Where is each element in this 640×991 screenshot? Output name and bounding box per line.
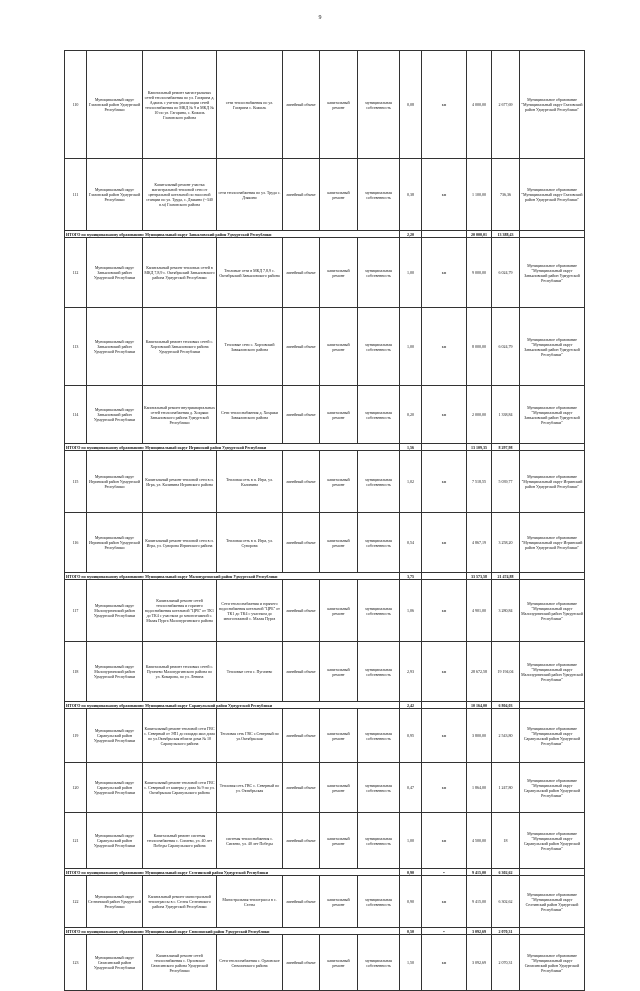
total-unit: •: [422, 928, 467, 935]
total-length: 2,20: [400, 231, 422, 238]
cell-unit: км: [422, 238, 467, 308]
cell-no: 110: [65, 51, 87, 159]
cell-length: 1,00: [400, 308, 422, 386]
cell-municipality: Муниципальный округ Малопургинский район Удмуртской Республики: [87, 580, 143, 642]
cell-owner: муниципальная собственность: [358, 580, 400, 642]
cell-unit: км: [422, 451, 467, 513]
total-length: 0,50: [400, 928, 422, 935]
cell-owner: муниципальная собственность: [358, 876, 400, 928]
cell-name: Капитальный ремонт магистральных сетей теплоснабжения по ул. Гагарина д. Адамль с учетом реализации сетей теплоснабжения по МКД № 9 и МКД № 10 по ул. Гагарина, с. Кожиль Глазовского района: [143, 51, 217, 159]
cell-total: 28 672,58: [467, 642, 492, 702]
cell-recipient: Муниципальное образование "Муниципальный округ Завьяловский район Удмуртской Республики": [520, 308, 585, 386]
cell-no: 123: [65, 935, 87, 991]
total-empty-cell: [520, 928, 585, 935]
cell-length: 0,54: [400, 513, 422, 573]
cell-object: Тепловые сети с. Пугачево: [217, 642, 283, 702]
cell-total: 9 000,00: [467, 238, 492, 308]
cell-municipality: Муниципальный округ Сарапульский район Удмуртской Республики: [87, 709, 143, 763]
cell-recipient: Муниципальное образование "Муниципальный округ Сюмсинский район Удмуртской Республики": [520, 935, 585, 991]
cell-rb: 5 039,77: [492, 451, 520, 513]
total-length: 3,75: [400, 573, 422, 580]
total-row: [65, 231, 585, 238]
cell-recipient: Муниципальное образование "Муниципальный округ Глазовский район Удмуртской Республики": [520, 159, 585, 231]
total-label: ИТОГО по муниципальному образованию: Муниципальный округ Малопургинский район Удмуртской Республики: [65, 573, 400, 580]
cell-rb: 2 543,80: [492, 709, 520, 763]
cell-kind: линейный объект: [283, 763, 320, 813]
cell-municipality: Муниципальный округ Малопургинский район Удмуртской Республики: [87, 642, 143, 702]
cell-recipient: Муниципальное образование "Муниципальный округ Малопургинский район Удмуртской Республики": [520, 580, 585, 642]
cell-owner: муниципальная собственность: [358, 308, 400, 386]
cell-rb: 1 247,80: [492, 763, 520, 813]
total-row: [65, 573, 585, 580]
cell-object: Тепловая сеть ГВС с. Северный по ул. Октябрьская: [217, 763, 283, 813]
cell-length: 1,06: [400, 580, 422, 642]
cell-municipality: Муниципальный округ Завьяловский район Удмуртской Республики: [87, 386, 143, 444]
cell-rb: 1 338,84: [492, 386, 520, 444]
cell-recipient: Муниципальное образование "Муниципальный округ Глазовский район Удмуртской Республики": [520, 51, 585, 159]
cell-no: 120: [65, 763, 87, 813]
table-row: [65, 763, 585, 813]
total-label: ИТОГО по муниципальному образованию: Муниципальный округ Сюмсинский район Удмуртской Республики: [65, 928, 400, 935]
total-rb: 13 388,43: [492, 231, 520, 238]
cell-total: 2 000,00: [467, 386, 492, 444]
table-row: [65, 51, 585, 159]
table-row: [65, 580, 585, 642]
cell-name: Капитальный ремонт сетей теплоснабжения и горячего водоснабжения котельной "ЦРБ" от ТК1 до ТК4 с участком до многоэтажной с. Малая Пурга Малопургинского района: [143, 580, 217, 642]
cell-work: капитальный ремонт: [320, 51, 358, 159]
table-row: [65, 238, 585, 308]
total-unit: •: [422, 869, 467, 876]
cell-rb: 6 024,79: [492, 238, 520, 308]
cell-object: Тепловая сеть в п. Игра, ул. Калинина: [217, 451, 283, 513]
capital-repair-table: [64, 50, 585, 991]
cell-work: капитальный ремонт: [320, 642, 358, 702]
total-rb: 21 474,88: [492, 573, 520, 580]
cell-object: Сети теплоснабжения и горячего водоснабжения котельной "ЦРБ" от ТК1 до ТК4 с участком до многоэтажной с. Малая Пурга: [217, 580, 283, 642]
total-row: [65, 444, 585, 451]
cell-kind: линейный объект: [283, 580, 320, 642]
cell-name: Капитальный ремонт тепловой сети ГВС с. Северный от камеры у дома № 9 по ул. Октябрьская Сарапульского района: [143, 763, 217, 813]
table-row: [65, 876, 585, 928]
cell-object: Тепловая сеть ГВС с.Северный по ул.Октябрьская: [217, 709, 283, 763]
table-row: [65, 709, 585, 763]
cell-length: 0,95: [400, 709, 422, 763]
cell-unit: км: [422, 763, 467, 813]
cell-unit: км: [422, 813, 467, 869]
cell-object: Тепловая сеть в п. Игра, ул. Суворова: [217, 513, 283, 573]
cell-municipality: Муниципальный округ Глазовский район Удмуртской Республики: [87, 51, 143, 159]
cell-unit: км: [422, 876, 467, 928]
cell-municipality: Муниципальный округ Селтинский район Удмуртской Республики: [87, 876, 143, 928]
cell-kind: линейный объект: [283, 308, 320, 386]
cell-work: капитальный ремонт: [320, 386, 358, 444]
cell-municipality: Муниципальный округ Игринский район Удмуртской Республики: [87, 513, 143, 573]
cell-rb: 2 070,31: [492, 935, 520, 991]
cell-work: капитальный ремонт: [320, 876, 358, 928]
cell-total: 1 100,00: [467, 159, 492, 231]
total-length: 0,90: [400, 869, 422, 876]
cell-work: капитальный ремонт: [320, 709, 358, 763]
total-row: [65, 928, 585, 935]
total-rb: 2 070,31: [492, 928, 520, 935]
table-row: [65, 513, 585, 573]
cell-no: 121: [65, 813, 87, 869]
cell-rb: 18: [492, 813, 520, 869]
cell-work: капитальный ремонт: [320, 238, 358, 308]
cell-name: Капитальный ремонт тепловых сетей с. Хорзовский Завьяловского района Удмуртской Республики: [143, 308, 217, 386]
cell-name: Капитальный ремонт магистральной теплотрассы в с. Селты Селтинского района Удмуртской Республики: [143, 876, 217, 928]
cell-recipient: Муниципальное образование "Муниципальный округ Игринский район Удмуртской Республики": [520, 513, 585, 573]
total-empty-cell: [520, 869, 585, 876]
total-label: ИТОГО по муниципальному образованию: Муниципальный округ Завьяловский район Удмуртской Республики: [65, 231, 400, 238]
cell-object: сети теплоснабжения по ул. Гагарина с. Кожиль: [217, 51, 283, 159]
cell-kind: линейный объект: [283, 159, 320, 231]
cell-kind: линейный объект: [283, 935, 320, 991]
cell-rb: 2 677,69: [492, 51, 520, 159]
cell-rb: 736,36: [492, 159, 520, 231]
cell-name: Капитальный ремонт тепловой сети в п. Игра, ул. Калинина Игринского района: [143, 451, 217, 513]
cell-no: 112: [65, 238, 87, 308]
cell-kind: линейный объект: [283, 709, 320, 763]
cell-no: 114: [65, 386, 87, 444]
cell-municipality: Муниципальный округ Завьяловский район Удмуртской Республики: [87, 308, 143, 386]
total-rb: 8 297,98: [492, 444, 520, 451]
cell-length: 0,20: [400, 386, 422, 444]
total-length: 1,56: [400, 444, 422, 451]
cell-name: Капитальный ремонт участка магистральной тепловой сети от центральной котельной по насосной станции по ул. Труда, с. Дзякино (~340 п.м) Глазовского района: [143, 159, 217, 231]
cell-total: 3 092,69: [467, 935, 492, 991]
cell-object: Тепловые сети с. Хорзовский Завьяловского района: [217, 308, 283, 386]
cell-name: Капитальный ремонт системы теплоснабжения с. Сигаево, ул. 40 лет Победы Сарапульского района: [143, 813, 217, 869]
total-empty-cell: [520, 702, 585, 709]
cell-owner: муниципальная собственность: [358, 238, 400, 308]
cell-unit: км: [422, 935, 467, 991]
cell-work: капитальный ремонт: [320, 813, 358, 869]
cell-owner: муниципальная собственность: [358, 386, 400, 444]
cell-recipient: Муниципальное образование "Муниципальный округ Завьяловский район Удмуртской Республики": [520, 238, 585, 308]
cell-kind: линейный объект: [283, 386, 320, 444]
total-total: 13 109,35: [467, 444, 492, 451]
cell-work: капитальный ремонт: [320, 580, 358, 642]
total-empty-cell: [520, 444, 585, 451]
cell-rb: 3 280,84: [492, 580, 520, 642]
cell-rb: 3 258,20: [492, 513, 520, 573]
table-row: [65, 451, 585, 513]
total-label: ИТОГО по муниципальному образованию: Муниципальный округ Игринский район Удмуртской Республики: [65, 444, 400, 451]
cell-no: 111: [65, 159, 87, 231]
cell-unit: км: [422, 159, 467, 231]
cell-name: Капитальный ремонт сетей теплоснабжения с. Орловское Сюмсинского района Удмуртской Республики: [143, 935, 217, 991]
table-row: [65, 386, 585, 444]
cell-unit: км: [422, 51, 467, 159]
cell-no: 119: [65, 709, 87, 763]
cell-kind: линейный объект: [283, 238, 320, 308]
cell-total: 7 518,55: [467, 451, 492, 513]
cell-no: 117: [65, 580, 87, 642]
cell-length: 1,00: [400, 813, 422, 869]
total-unit: [422, 702, 467, 709]
cell-unit: км: [422, 386, 467, 444]
cell-work: капитальный ремонт: [320, 451, 358, 513]
cell-rb: 6 302,62: [492, 876, 520, 928]
table-row: [65, 935, 585, 991]
cell-municipality: Муниципальный округ Сюмсинский район Удмуртской Республики: [87, 935, 143, 991]
cell-object: Магистральная теплотрасса в с. Селты: [217, 876, 283, 928]
cell-owner: муниципальная собственность: [358, 813, 400, 869]
cell-object: сети теплоснабжения по ул. Труда с. Дзякино: [217, 159, 283, 231]
total-unit: [422, 444, 467, 451]
cell-work: капитальный ремонт: [320, 308, 358, 386]
cell-no: 122: [65, 876, 87, 928]
total-label: ИТОГО по муниципальному образованию: Муниципальный округ Сарапульский район Удмуртской Республики: [65, 702, 400, 709]
cell-length: 1,00: [400, 238, 422, 308]
cell-no: 115: [65, 451, 87, 513]
cell-owner: муниципальная собственность: [358, 451, 400, 513]
cell-total: 4 901,00: [467, 580, 492, 642]
cell-no: 113: [65, 308, 87, 386]
cell-object: Тепловые сети в МКД 7,8,9 с. Октябрьский Завьяловского района: [217, 238, 283, 308]
cell-kind: линейный объект: [283, 513, 320, 573]
cell-no: 116: [65, 513, 87, 573]
cell-recipient: Муниципальное образование "Муниципальный округ Сарапульский район Удмуртской Республики": [520, 813, 585, 869]
total-unit: [422, 573, 467, 580]
cell-owner: муниципальная собственность: [358, 642, 400, 702]
cell-unit: км: [422, 513, 467, 573]
cell-owner: муниципальная собственность: [358, 159, 400, 231]
cell-recipient: Муниципальное образование "Муниципальный округ Игринский район Удмуртской Республики": [520, 451, 585, 513]
cell-name: Капитальный ремонт тепловых сетей с. Пугачево Малопургинского района по ул. Комарова, по ул. Ленина: [143, 642, 217, 702]
total-total: 9 415,00: [467, 869, 492, 876]
total-unit: [422, 231, 467, 238]
cell-kind: линейный объект: [283, 813, 320, 869]
cell-name: Капитальный ремонт тепловой сети ГВС с. Северный от ЭП1 до пощади жил дома по ул.Октябрьская вблизи дома № 10 Сарапульского района: [143, 709, 217, 763]
total-row: [65, 869, 585, 876]
cell-municipality: Муниципальный округ Игринский район Удмуртской Республики: [87, 451, 143, 513]
cell-length: 0,90: [400, 876, 422, 928]
cell-unit: км: [422, 580, 467, 642]
cell-total: 9 415,00: [467, 876, 492, 928]
cell-total: 4 500,00: [467, 813, 492, 869]
total-empty-cell: [520, 231, 585, 238]
cell-rb: 19 194,04: [492, 642, 520, 702]
cell-owner: муниципальная собственность: [358, 51, 400, 159]
table-body: [65, 51, 585, 991]
cell-name: Капитальный ремонт внутриквартальных сетей теплоснабжения д. Хохряки Завьяловского района Удмуртской Республики: [143, 386, 217, 444]
cell-total: 4 867,19: [467, 513, 492, 573]
cell-kind: линейный объект: [283, 51, 320, 159]
cell-unit: км: [422, 709, 467, 763]
cell-work: капитальный ремонт: [320, 159, 358, 231]
cell-recipient: Муниципальное образование "Муниципальный округ Сарапульский район Удмуртской Республики": [520, 709, 585, 763]
cell-municipality: Муниципальный округ Сарапульский район Удмуртской Республики: [87, 763, 143, 813]
cell-length: 0,08: [400, 51, 422, 159]
cell-work: капитальный ремонт: [320, 513, 358, 573]
cell-recipient: Муниципальное образование "Муниципальный округ Завьяловский район Удмуртской Республики": [520, 386, 585, 444]
page-number: 9: [318, 15, 322, 21]
cell-total: 1 864,00: [467, 763, 492, 813]
cell-length: 1,02: [400, 451, 422, 513]
total-total: 3 092,69: [467, 928, 492, 935]
cell-recipient: Муниципальное образование "Муниципальный округ Малопургинский район Удмуртской Республики": [520, 642, 585, 702]
cell-object: Сети теплоснабжения д. Хохряки Завьяловского района: [217, 386, 283, 444]
cell-recipient: Муниципальное образование "Муниципальный округ Сарапульский район Удмуртской Республики": [520, 763, 585, 813]
total-empty-cell: [520, 573, 585, 580]
table-row: [65, 159, 585, 231]
cell-work: капитальный ремонт: [320, 935, 358, 991]
total-total: 10 164,00: [467, 702, 492, 709]
total-rb: 6 804,03: [492, 702, 520, 709]
cell-kind: линейный объект: [283, 876, 320, 928]
cell-owner: муниципальная собственность: [358, 513, 400, 573]
cell-owner: муниципальная собственность: [358, 709, 400, 763]
total-label: ИТОГО по муниципальному образованию: Муниципальный округ Селтинский район Удмуртской Республики: [65, 869, 400, 876]
cell-total: 4 000,00: [467, 51, 492, 159]
cell-length: 0,38: [400, 159, 422, 231]
cell-object: Сети теплоснабжения с. Орловское Сюмсинского района: [217, 935, 283, 991]
cell-total: 8 000,00: [467, 308, 492, 386]
table-row: [65, 308, 585, 386]
cell-kind: линейный объект: [283, 642, 320, 702]
cell-municipality: Муниципальный округ Сарапульский район Удмуртской Республики: [87, 813, 143, 869]
cell-length: 0,47: [400, 763, 422, 813]
cell-name: Капитальный ремонт тепловых сетей в МКД 7,8,9 с. Октябрьский Завьяловского района Удмуртской Республики: [143, 238, 217, 308]
cell-rb: 6 024,79: [492, 308, 520, 386]
table-row: [65, 642, 585, 702]
cell-work: капитальный ремонт: [320, 763, 358, 813]
table-row: [65, 813, 585, 869]
cell-owner: муниципальная собственность: [358, 763, 400, 813]
cell-kind: линейный объект: [283, 451, 320, 513]
cell-name: Капитальный ремонт тепловой сети в п. Игра, ул. Суворова Игринского района: [143, 513, 217, 573]
cell-no: 118: [65, 642, 87, 702]
cell-length: 1,50: [400, 935, 422, 991]
cell-total: 3 800,00: [467, 709, 492, 763]
cell-municipality: Муниципальный округ Завьяловский район Удмуртской Республики: [87, 238, 143, 308]
cell-length: 2,93: [400, 642, 422, 702]
cell-recipient: Муниципальное образование "Муниципальный округ Селтинский район Удмуртской Республики": [520, 876, 585, 928]
cell-object: системы теплоснабжения с. Сигаево, ул. 40 лет Победы: [217, 813, 283, 869]
cell-municipality: Муниципальный округ Глазовский район Удмуртской Республики: [87, 159, 143, 231]
total-rb: 6 302,62: [492, 869, 520, 876]
cell-unit: км: [422, 308, 467, 386]
total-total: 33 573,58: [467, 573, 492, 580]
total-row: [65, 702, 585, 709]
cell-unit: км: [422, 642, 467, 702]
total-length: 2,42: [400, 702, 422, 709]
total-total: 20 000,01: [467, 231, 492, 238]
cell-owner: муниципальная собственность: [358, 935, 400, 991]
